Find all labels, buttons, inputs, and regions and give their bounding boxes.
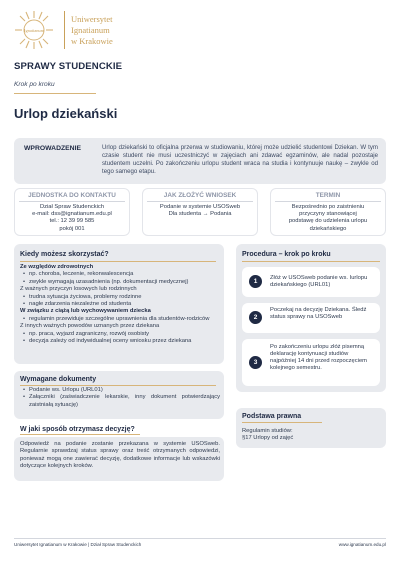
sun-emblem-icon	[10, 9, 58, 51]
legal-line: §17 Urlopy od zajęć	[242, 435, 294, 442]
intro-label: WPROWADZENIE	[24, 145, 82, 152]
deadline-line: Bezpośrednio po zaistnieniu	[291, 203, 365, 210]
deadline-line: przyczyny stanowiącej	[299, 210, 357, 217]
deadline-title: TERMIN	[315, 192, 341, 199]
page-footer	[0, 538, 400, 554]
step-number: 2	[249, 311, 262, 324]
eligibility-group: Z ważnych przyczyn losowych lub rodzinnych	[20, 286, 137, 293]
list-item: • Załączniki (zaświadczenie lekarskie, inny dokument potwierdzający zaistniałą sytuację)	[20, 394, 220, 409]
eligibility-title: Kiedy możesz skorzystać?	[20, 251, 109, 258]
decision-panel	[14, 437, 224, 481]
how-to-apply-line: Podanie w systemie USOSweb	[159, 203, 241, 210]
how-to-apply-title: JAK ZŁOŻYĆ WNIOSEK	[163, 192, 237, 199]
procedure-panel	[236, 244, 386, 392]
step-number: 1	[249, 275, 262, 288]
intro-box	[14, 138, 386, 184]
card-divider	[275, 201, 381, 202]
contact-room: pokój 001	[59, 225, 85, 232]
eligibility-group: Ze względów zdrowotnych	[20, 264, 94, 270]
contact-email[interactable]: e-mail: dss@ignatianum.edu.pl	[32, 210, 112, 217]
how-to-apply-line: Dla studenta → Podania	[168, 210, 232, 217]
contact-card-title: JEDNOSTKA DO KONTAKTU	[28, 192, 116, 199]
procedure-step	[242, 303, 380, 333]
procedure-title: Procedura – krok po kroku	[242, 251, 331, 258]
list-item: • Podanie ws. Urlopu (URL01)	[20, 387, 220, 394]
intro-text: Urlop dziekański to oficjalna przerwa w studiowaniu, której może udzielić studentowi Dziekan. W tym czasie student nie musi uczestniczyć w zajęciach ani zdawać egzaminów, ale nadal pozostaje studentem uczelni. Po zakończeniu urlopu student wraca na studia i kontynuuje naukę – zwykle od tego samego etapu.	[102, 144, 378, 175]
gold-divider	[20, 385, 216, 386]
legal-basis-text	[242, 428, 382, 442]
list-item: • trudna sytuacja życiowa, problemy rodzinne	[20, 294, 220, 301]
footer-left-text: Uniwersytet Ignatianum w Krakowie | Dział Spraw Studenckich	[14, 542, 142, 547]
legal-basis-panel	[236, 408, 386, 448]
card-divider	[19, 201, 125, 202]
gold-divider	[20, 261, 216, 262]
step-text: Złóż w USOSweb podanie ws. Iurlopu dziekańskiego (URL01)	[270, 275, 368, 288]
deadline-card	[270, 188, 386, 236]
university-logo	[10, 9, 113, 51]
logo-divider	[64, 11, 65, 49]
contact-unit: Dział Spraw Studenckich	[39, 203, 105, 210]
logo-wordmark	[71, 14, 113, 47]
legal-basis-title: Podstawa prawna	[242, 413, 302, 420]
eligibility-panel	[14, 244, 224, 364]
contact-phone: tel.: 12 39 99 585	[49, 218, 95, 225]
logo-line: Ignatianum	[71, 24, 110, 35]
documents-panel	[14, 371, 224, 419]
step-text: Po zakończeniu urlopu złóż pisemną deklarację kontynuacji studiów najpóźniej 14 dni przed rozpoczęciem kolejnego semestru.	[270, 344, 367, 371]
logo-line: w Krakowie	[71, 35, 113, 46]
procedure-step	[242, 267, 380, 297]
list-item: • np. choroba, leczenie, rekonwalescencja	[20, 271, 220, 278]
list-item: • nagłe zdarzenia niezależne od studenta	[20, 301, 220, 308]
eligibility-group: Z innych ważnych powodów uznanych przez dziekana	[20, 323, 160, 330]
deadline-body	[271, 204, 385, 233]
step-text: Poczekaj na decyzję Dziekana. Śledź status sprawy na USOSweb	[270, 307, 367, 320]
gold-divider	[242, 261, 380, 262]
footer-website-link[interactable]: www.ignatianum.edu.pl	[338, 542, 386, 547]
documents-title: Wymagane dokumenty	[20, 376, 97, 383]
how-to-apply-body	[143, 204, 257, 219]
page-title: Urlop dziekański	[14, 106, 118, 121]
list-item: • zwykle wymagają uzasadnienia (np. dokumentacji medycznej)	[20, 279, 220, 286]
deadline-line: dziekańskiego	[309, 225, 347, 232]
documents-list	[20, 387, 220, 409]
card-divider	[147, 201, 253, 202]
contact-card	[14, 188, 130, 236]
gold-divider	[242, 422, 322, 423]
list-item: • regulamin przewiduje szczególne uprawnienia dla studentów-rodziców	[20, 316, 220, 323]
contact-card-body	[15, 204, 129, 233]
step-number: 3	[249, 356, 262, 369]
logo-line: Uniwersytet	[71, 13, 113, 24]
decision-text: Odpowiedź na podanie zostanie przekazana w systemie USOSweb. Regularnie sprawdzaj status sprawy oraz treść otrzymanych odpowiedzi, ponieważ mogą one zawierać decyzję, dodatkowe informacje lub wskazówki dotyczące kolejnych kroków.	[20, 441, 220, 470]
gold-divider	[20, 434, 140, 435]
eligibility-list	[20, 264, 220, 345]
list-item: • decyzja zależy od indywidualnej oceny wniosku przez dziekana	[20, 338, 220, 345]
legal-line: Regulamin studiów:	[242, 428, 293, 434]
deadline-line: podstawę do udzielenia urlopu	[288, 218, 368, 225]
decision-title: W jaki sposób otrzymasz decyzję?	[20, 426, 135, 433]
footer-divider	[14, 538, 386, 539]
procedure-step	[242, 339, 380, 386]
subtitle: Krok po kroku	[14, 81, 55, 88]
subtitle-divider	[14, 93, 96, 94]
list-item: • np. praca, wyjazd zagraniczny, rozwój osobisty	[20, 331, 220, 338]
how-to-apply-card	[142, 188, 258, 236]
eligibility-group: W związku z ciążą lub wychowywaniem dziecka	[20, 308, 151, 315]
section-title: SPRAWY STUDENCKIE	[14, 61, 123, 72]
emblem-text: Ignatianum	[24, 28, 44, 33]
